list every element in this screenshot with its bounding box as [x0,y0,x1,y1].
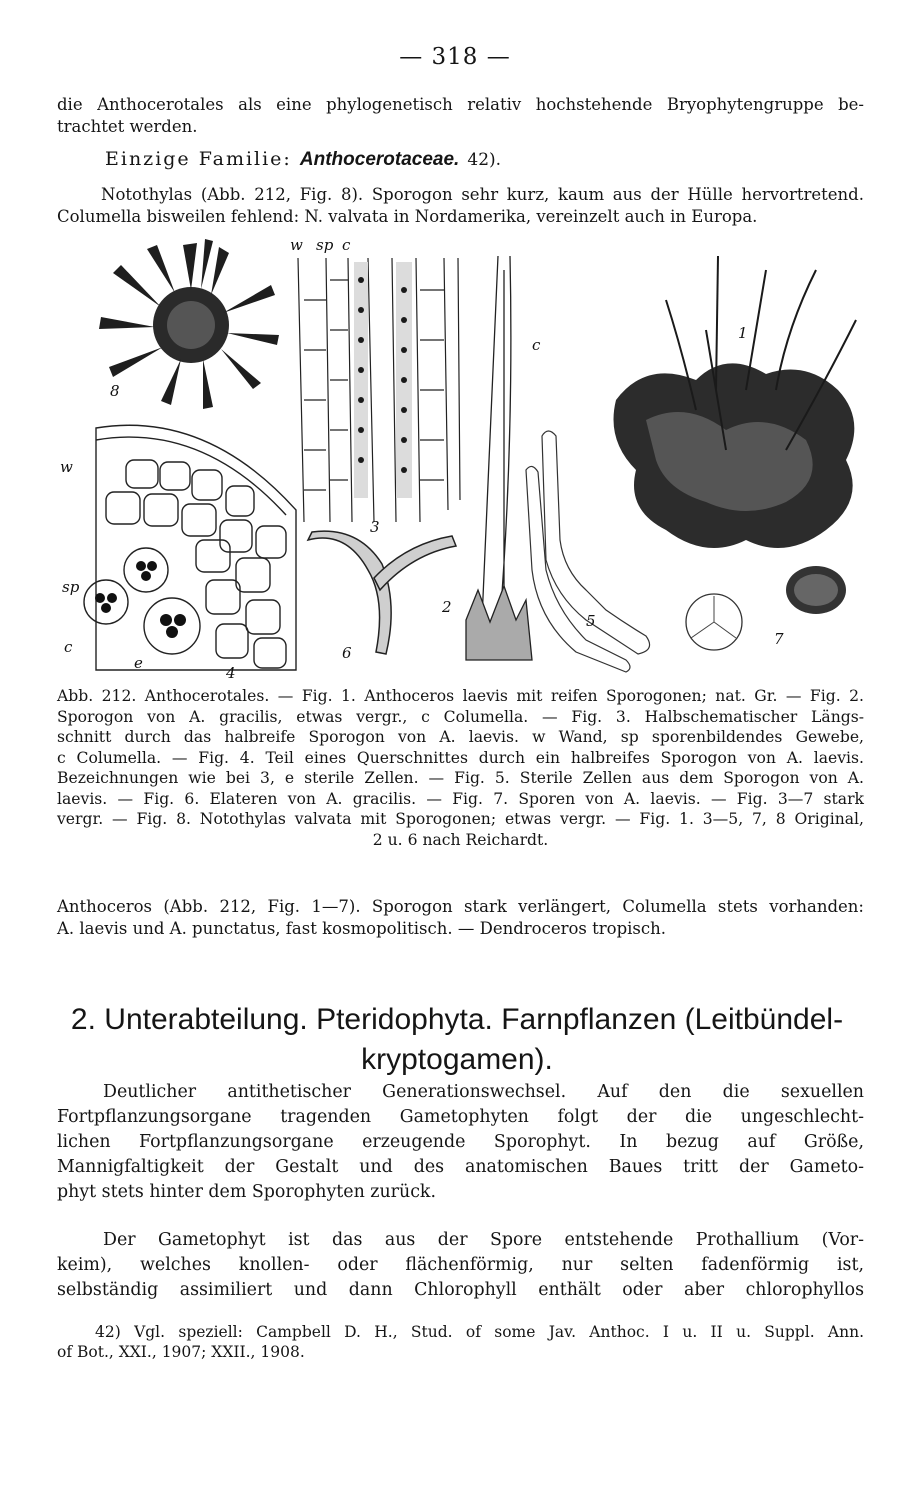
family-label: Einzige Familie: [105,148,292,170]
caption-line-2: Sporogon von A. gracilis, etwas vergr., c Columella. — Fig. 3. Halbschematischer Längs- [57,707,864,726]
para2-line-2: keim), welches knollen- oder flächenförmig, nur selten fadenförmig ist, [57,1255,864,1275]
section-heading [62,1000,852,1080]
fig2-label: 2 [442,598,452,616]
fig3-sporogenous-tissue [354,262,412,498]
intro-paragraph [57,94,864,138]
fig2-sporogon-drawing [466,256,532,660]
paragraph-gametophyte [57,1228,864,1303]
fig3-c-label: c [342,236,351,254]
para1-line-1: Deutlicher antithetischer Generationswechsel. Auf den die sexuellen [103,1082,864,1102]
paragraph-generations [57,1080,864,1205]
footnote-line-2: of Bot., XXI., 1907; XXII., 1908. [57,1343,305,1361]
fig4-spore-tetrads [95,561,186,638]
family-name: Anthocerotaceae. [299,149,460,170]
para1-line-5: phyt stets hinter dem Sporophyten zurück. [57,1182,436,1202]
intro-line-1: die Anthocerotales als eine phylogenetisch relativ hochstehende Bryophytengruppe be- [57,95,864,114]
fig5-label: 5 [586,612,596,630]
fig4-label: 4 [226,664,236,682]
caption-line-3: schnitt durch das halbreife Sporogon von A. laevis. w Wand, sp sporenbildendes Gewebe, [57,728,864,746]
fig4-cross-section-drawing [84,425,296,670]
fig7-spores-drawing [686,566,846,650]
fig8-notothylas-drawing [99,239,279,409]
heading-line-1: 2. Unterabteilung. Pteridophyta. Farnpflanzen (Leitbündel- [70,1003,844,1036]
fig6-elaters-drawing [308,531,456,654]
caption-line-6: laevis. — Fig. 6. Elateren von A. gracilis. — Fig. 7. Sporen von A. laevis. — Fig. 3—7 stark [57,789,864,808]
fig3-label: 3 [370,518,380,536]
fig4-c-label: c [64,638,73,656]
notothylas-paragraph [57,184,864,228]
fig1-label: 1 [738,324,748,342]
fig1-anthoceros-drawing [614,256,857,548]
fig4-sp-label: sp [62,578,80,596]
figure-212 [60,236,876,682]
caption-line-7: vergr. — Fig. 8. Notothylas valvata mit Sporogonen; etwas vergr. — Fig. 1. 3—5, 7, 8 Original, [57,810,864,828]
fig7-label: 7 [774,630,784,648]
fig3-w-label: w [290,236,303,254]
caption-line-1: Abb. 212. Anthocerotales. — Fig. 1. Anthoceros laevis mit reifen Sporogonen; nat. Gr. — Fig. 2. [57,687,864,705]
anthoceros-line-2: A. laevis und A. punctatus, fast kosmopolitisch. — Dendroceros tropisch. [57,919,667,938]
anthoceros-line-1: Anthoceros (Abb. 212, Fig. 1—7). Sporogon stark verlängert, Columella stets vorhanden: [57,897,864,916]
fig5-sterile-cells-drawing [526,431,650,672]
para1-line-4: Mannigfaltigkeit der Gestalt und des anatomischen Baues tritt der Gameto- [57,1157,864,1177]
footnote-line-1: 42) Vgl. speziell: Campbell D. H., Stud. of some Jav. Anthoc. I u. II u. Suppl. Ann. [95,1323,864,1341]
fig8-label: 8 [110,382,120,400]
para1-line-2: Fortpflanzungsorgane tragenden Gametophyten folgt der die ungeschlecht- [57,1107,864,1127]
fig6-label: 6 [342,644,352,662]
anthoceros-paragraph [57,896,864,940]
caption-line-4: c Columella. — Fig. 4. Teil eines Querschnittes durch ein halbreifes Sporogon von A. laevis. [57,748,864,767]
page-number: — 318 — [399,44,511,70]
figure-caption [57,686,864,850]
fig3-longitudinal-section-drawing [298,258,460,522]
para1-line-3: lichen Fortpflanzungsorgane erzeugende Sporophyt. In bezug auf Größe, [57,1132,864,1152]
caption-line-8: 2 u. 6 nach Reichardt. [372,830,549,849]
family-heading [105,148,501,171]
fig3-sp-label: sp [316,236,334,254]
intro-line-2: trachtet werden. [57,117,198,136]
fig4-w-label: w [60,458,73,476]
notothylas-line-1: Notothylas (Abb. 212, Fig. 8). Sporogon sehr kurz, kaum aus der Hülle hervortretend. [101,185,864,204]
footnote [57,1322,864,1362]
para2-line-3: selbständig assimiliert und dann Chlorophyll enthält oder aber chlorophyllos [57,1280,864,1300]
heading-line-2: kryptogamen). [361,1043,553,1076]
fig2-c-label: c [532,336,541,354]
notothylas-line-2: Columella bisweilen fehlend: N. valvata in Nordamerika, vereinzelt auch in Europa. [57,207,758,226]
fig4-e-label: e [134,654,143,672]
family-footnote-ref: 42). [467,150,502,170]
caption-line-5: Bezeichnungen wie bei 3, e sterile Zellen. — Fig. 5. Sterile Zellen aus dem Sporogon von A. [57,769,864,787]
para2-line-1: Der Gametophyt ist das aus der Spore entstehende Prothallium (Vor- [103,1230,864,1250]
